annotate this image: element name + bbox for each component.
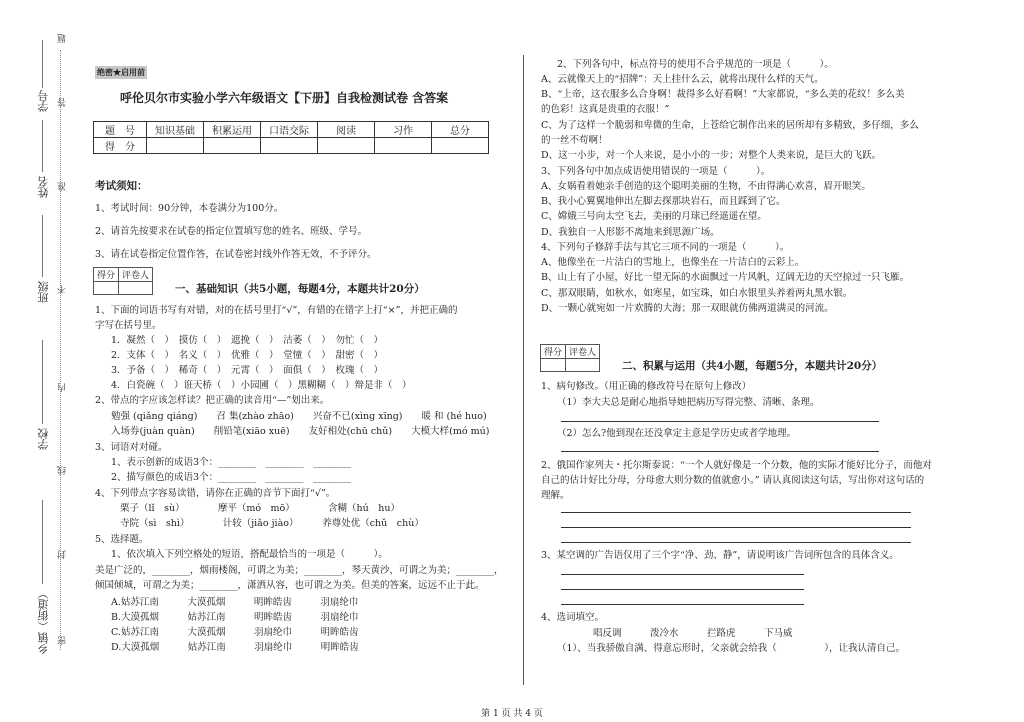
- question-line: 美是广泛的，________，烟雨楼阁，可谓之为美；________，琴天黄沙，可谓之为美；________，: [95, 565, 504, 576]
- option-line: C.姑苏江南 大漠孤烟 羽扇纶巾 明眸皓齿: [111, 627, 359, 638]
- score-cell[interactable]: [204, 138, 261, 154]
- score-table-header: 总分: [432, 122, 489, 138]
- seal-mark: 线: [58, 466, 68, 475]
- question-line: （1）、当我骄傲自满、得意忘形时，父亲就会给我（ ），让我认清自己。: [557, 643, 906, 654]
- question-line: 1、表示创新的成语3个：________ ________ ________: [111, 457, 352, 468]
- question-line: 理解。: [541, 490, 570, 501]
- score-row-label: 得 分: [94, 138, 147, 154]
- column-divider: [523, 55, 524, 685]
- township-label: 乡镇（街道）: [37, 588, 50, 654]
- score-cell[interactable]: [261, 138, 318, 154]
- answer-line[interactable]: [561, 542, 911, 543]
- name-line: [42, 120, 43, 172]
- question-line: 倾国倾城，可谓之为美；________，潇洒从容，也可谓之为美。但美的答案，远远不止于此。: [95, 580, 485, 591]
- question-line: 4、下列句子修辞手法与其它三项不同的一项是（ ）。: [541, 242, 790, 253]
- seal-mark: 题: [58, 34, 68, 43]
- option-line: D.大漠孤烟 姑苏江南 羽扇纶巾 明眸皓齿: [111, 642, 359, 653]
- question-line: 1、病句修改。（用正确的修改符号在原句上修改）: [541, 381, 752, 392]
- question-line: 入场券(juàn quàn) 削铅笔(xiāo xuē) 友好相处(chū chǔ) 大模大样(mó mú): [111, 426, 490, 437]
- question-line: 寺院（sì shì） 计较（jiǎo jiào） 养尊处优（chǔ chù）: [120, 518, 424, 529]
- word-bank: 唱反调 泼冷水 拦路虎 下马威: [593, 628, 793, 639]
- question-line: 1、依次填入下列空格处的短语，搭配最恰当的一项是（ ）。: [111, 549, 388, 560]
- question-line: 1．凝然（ ） 摸仿（ ） 遮挽（ ） 沽萎（ ） 勿忙（ ）: [111, 335, 384, 346]
- question-line: D、这一小步，对一个人来说，是小小的一步；对整个人类来说，是巨大的飞跃。: [541, 150, 882, 161]
- section1-scorebox: [93, 267, 153, 295]
- notice-item: 3、请在试卷指定位置作答，在试卷密封线外作答无效，不予评分。: [95, 249, 377, 260]
- question-line: 字写在括号里。: [95, 320, 162, 331]
- seal-dotted-line: [60, 50, 61, 650]
- question-line: 4、选词填空。: [541, 612, 605, 623]
- scorebox-grader-label: 评卷人: [566, 345, 600, 359]
- score-table-header-row: [94, 122, 489, 138]
- score-cell[interactable]: [318, 138, 375, 154]
- score-table-header: 口语交际: [261, 122, 318, 138]
- class-line: [42, 215, 43, 277]
- question-line: B、我小心翼翼地伸出左脚去探那块岩石，而且踩到了它。: [541, 196, 786, 207]
- notice-heading: 考试须知：: [95, 180, 148, 192]
- question-line: 3．予备（ ） 稀奇（ ） 元霄（ ） 面俱（ ） 枚瑰（ ）: [111, 365, 384, 376]
- question-line: 5、选择题。: [95, 534, 149, 545]
- student-id-label: 学号: [37, 90, 50, 112]
- question-line: 2．支体（ ） 名义（ ） 优雅（ ） 堂憧（ ） 甜密（ ）: [111, 350, 384, 361]
- question-line: 1、下面的词语书写有对错，对的在括号里打“√”，有错的在错字上打“×”，并把正确的: [95, 305, 458, 316]
- score-table-header: 知识基础: [147, 122, 204, 138]
- page-footer: 第 1 页 共 4 页: [481, 709, 543, 719]
- score-table-score-row: [94, 138, 489, 154]
- question-line: 4．白瓷碗（ ）诳天桥（ ）小园圃（ ）黑糊糊（ ）辩是非（ ）: [111, 380, 412, 391]
- score-table-header: 阅读: [318, 122, 375, 138]
- seal-mark: 答: [58, 98, 68, 107]
- scorebox-score-cell[interactable]: [541, 359, 566, 372]
- question-line: 2、下列各句中，标点符号的使用不合乎规范的一项是（ ）。: [557, 59, 834, 70]
- question-line: 栗子（lǐ sù） 摩平（mó mō） 含糊（hú hu）: [120, 503, 401, 514]
- page-title: 呼伦贝尔市实验小学六年级语文【下册】自我检测试卷 含答案: [120, 91, 449, 105]
- seal-mark: 不: [58, 285, 68, 294]
- question-line: 2、带点的字应该怎样读？把正确的读音用“—”划出来。: [95, 395, 330, 406]
- question-line: C、那双眼睛，如秋水，如寒星，如宝珠，如白水银里头养着两丸黑水银。: [541, 288, 853, 299]
- score-cell[interactable]: [147, 138, 204, 154]
- score-cell[interactable]: [432, 138, 489, 154]
- question-line: 2、描写颜色的成语3个：________ ________ ________: [111, 472, 352, 483]
- question-line: 3、某空调的广告语仅用了三个字“净、劲、静”，请说明该广告词所包含的具体含义。: [541, 550, 899, 561]
- school-label: 学校: [37, 428, 50, 450]
- score-cell[interactable]: [375, 138, 432, 154]
- notice-item: 1、考试时间：90分钟，本卷满分为100分。: [95, 203, 284, 214]
- seal-mark: 密: [58, 636, 68, 645]
- question-line: B、“上帝，这衣服多么合身啊！裁得多么好看啊！”大家都说，“多么美的花纹！多么美: [541, 89, 905, 100]
- option-line: B.大漠孤烟 姑苏江南 明眸皓齿 羽扇纶巾: [111, 612, 359, 623]
- class-label: 班级: [37, 281, 50, 303]
- question-line: 3、下列各句中加点成语使用错误的一项是（ ）。: [541, 166, 771, 177]
- score-table-header: 积累运用: [204, 122, 261, 138]
- question-line: A、他像坐在一片洁白的雪地上，也像坐在一片洁白的云彩上。: [541, 257, 805, 268]
- score-table: [93, 121, 489, 154]
- question-line: B、山上有了小屋，好比一望无际的水面飘过一片风帆，辽阔无边的天空掠过一只飞雁。: [541, 272, 909, 283]
- scorebox-grader-cell[interactable]: [119, 282, 153, 295]
- answer-line[interactable]: [561, 512, 911, 513]
- answer-line[interactable]: [561, 451, 879, 452]
- question-line: （2）怎么?他到现在还没拿定主意是学历史或者学地理。: [557, 428, 797, 439]
- scorebox-grader-label: 评卷人: [119, 268, 153, 282]
- question-line: 勉强 (qiǎng qiáng) 召 集(zhào zhāo) 兴奋不已(xìng xīng) 暖 和 (hé huo): [111, 411, 487, 422]
- question-line: 的一丝不苟啊！: [541, 135, 608, 146]
- answer-line[interactable]: [561, 527, 911, 528]
- score-table-header: 题 号: [94, 122, 147, 138]
- question-line: 4、下列带点字容易读错，请你在正确的音节下面打“√”。: [95, 488, 336, 499]
- answer-line[interactable]: [561, 604, 804, 605]
- question-line: 3、词语对对碰。: [95, 442, 168, 453]
- question-line: 2、俄国作家列夫・托尔斯泰说：“一个人就好像是一个分数，他的实际才能好比分子，而他对: [541, 460, 932, 471]
- seal-mark: 封: [58, 550, 68, 559]
- question-line: （1）李大夫总是耐心地指导她把病历写得完整、清晰、条理。: [557, 397, 820, 408]
- answer-line[interactable]: [561, 589, 804, 590]
- answer-line[interactable]: [561, 421, 879, 422]
- scorebox-grader-cell[interactable]: [566, 359, 600, 372]
- scorebox-score-cell[interactable]: [94, 282, 119, 295]
- question-line: A、云就像天上的“招牌”：天上挂什么云，就将出现什么样的天气。: [541, 74, 824, 85]
- question-line: 自己的估计好比分母，分母愈大则分数的值就愈小。” 请认真阅读这句话，写出你对这句话的: [541, 475, 925, 486]
- secret-label: 绝密★启用前: [97, 67, 145, 77]
- question-line: C、嫦娥三号向太空飞去，美丽的月球已经遥遥在望。: [541, 211, 767, 222]
- question-line: D、我独自一人形影不离地来到思源广场。: [541, 227, 720, 238]
- township-line: [42, 500, 43, 584]
- question-line: A、女娲看着她亲手创造的这个聪明美丽的生物，不由得满心欢喜，眉开眼笑。: [541, 181, 871, 192]
- answer-line[interactable]: [561, 574, 804, 575]
- section2-heading: 二、积累与运用（共4小题，每题5分，本题共计20分）: [622, 360, 883, 372]
- scorebox-score-label: 得分: [94, 268, 119, 282]
- question-line: 的色彩！这真是贵重的衣服！”: [541, 104, 670, 115]
- option-line: A.姑苏江南 大漠孤烟 明眸皓齿 羽扇纶巾: [111, 597, 359, 608]
- score-table-header: 习作: [375, 122, 432, 138]
- notice-item: 2、请首先按要求在试卷的指定位置填写您的姓名、班级、学号。: [95, 226, 368, 237]
- section2-scorebox: [540, 344, 600, 372]
- name-label: 姓名: [37, 176, 50, 198]
- question-line: C、为了这样一个脆弱和卑微的生命，上苍给它制作出来的居所却有多精致，多仔细，多么: [541, 120, 919, 131]
- seal-mark: 准: [58, 182, 68, 191]
- section1-heading: 一、基础知识（共5小题，每题4分，本题共计20分）: [175, 283, 425, 295]
- scorebox-score-label: 得分: [541, 345, 566, 359]
- question-line: D、一颗心就宛如一片欢腾的大海；那一双眼就仿佛两道满灵的河流。: [541, 303, 834, 314]
- school-line: [42, 340, 43, 424]
- student-id-line: [42, 40, 43, 88]
- seal-mark: 内: [58, 383, 68, 392]
